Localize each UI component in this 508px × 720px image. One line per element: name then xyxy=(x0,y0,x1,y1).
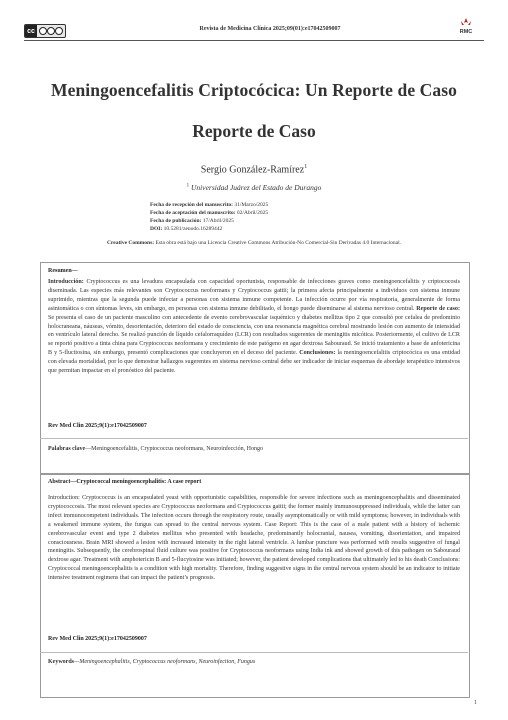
nd-icon xyxy=(55,27,63,35)
keywords xyxy=(48,659,255,665)
abstract-heading: Abstract—Cryptococcal meningoencephalitis: A case report xyxy=(48,479,202,485)
doi[interactable]: DOI: 10.5281/zenodo.16289442 xyxy=(150,226,223,232)
author-line xyxy=(40,164,468,175)
cc-badge-label: cc xyxy=(25,25,37,37)
page-number: 1 xyxy=(474,700,477,706)
license-notice xyxy=(20,240,488,246)
by-icon xyxy=(39,27,47,35)
article-title: Meningoencefalitis Criptocócica: Un Reporte de Caso xyxy=(50,80,458,100)
abstract-text: Introduction: Cryptococcus is an encapsulated yeast with opportunistic capabilities, responsible for severe infections such as meningoencephalitis and disseminated cryptococcosis. The most relevant species are Cryptococcus neoformans and Cryptococcus gattii; the former mainly immunosuppressed individuals, while the latter can infect immunocompetent individuals. The infection occurs through the respiratory route, usually asymptomatically or with mild symptoms; however, in individuals with a weakened immune system, the fungus can spread to the central nervous system. Case Report: This is the case of a male patient with a history of ischemic cerebrovascular event and type 2 diabetes mellitus who presented with headache, predominantly holocranial, nausea, vomiting, disorientation, and impaired consciousness. Brain MRI showed a lesion with increased intensity in the right lateral ventricle. A lumbar puncture was performed with results suggestive of fungal meningitis. Subsequently, the cerebrospinal fluid culture was positive for Cryptococcus neoformans using India ink and showed growth of this pathogen on Sabouraud dextrose agar. Treatment with amphotericin B and 5-flucytosine was initiated; however, the patient developed complications that ultimately led to his death Conclusions: Cryptococcal meningoencephalitis is a condition with high mortality. Therefore, finding suggestive signs in the central nervous system should be an indicator to initiate intensive treatment regimens that can impact the patient’s prognosis. xyxy=(48,495,460,582)
abstract-citation: Rev Med Clin 2025;9(1):e17042509007 xyxy=(48,636,147,642)
journal-logo-text: RMC xyxy=(459,29,473,35)
journal-header: Revista de Medicina Clínica 2025;09(01):e17042509007 xyxy=(199,26,341,32)
license-text: Esta obra está bajo una Licencia Creative Commons Atribución-No Comercial-Sin Derivadas 4.0 Internacional. xyxy=(155,240,402,246)
header-divider xyxy=(24,40,484,41)
resumen-divider xyxy=(40,438,468,439)
author-sup: 1 xyxy=(304,164,308,170)
affiliation xyxy=(40,183,468,192)
affiliation-text: Universidad Juárez del Estado de Durango xyxy=(191,183,322,192)
date-published: Fecha de publicación: 17/Abril/2025 xyxy=(150,218,234,224)
keywords-text: —Meningoencephalitis, Cryptococcus neoformans, Neuroinfection, Fungus xyxy=(74,659,256,665)
resumen-citation: Rev Med Clin 2025;9(1):e17042509007 xyxy=(48,423,147,429)
date-received: Fecha de recepción del manuscrito: 31/Marzo/2025 xyxy=(150,202,269,208)
author-name: Sergio González-Ramírez xyxy=(200,164,305,176)
keywords-label: Keywords xyxy=(48,659,74,665)
manuscript-dates xyxy=(150,201,360,233)
palabras-clave xyxy=(48,446,263,452)
article-type: Reporte de Caso xyxy=(192,121,316,141)
resumen-text: Introducción: Cryptococcus es una levadura encapsulada con capacidad oportunista, responsable de infecciones graves como meningoencefalitis y criptococosis diseminada. Las especies más relevantes son Cryptococcus neoformans y Cryptococcus gattii; la primera afecta principalmente a individuos con sistema inmune suprimido, mientras que la segunda puede infectar a personas con sistema inmune competente. La infección ocurre por vía respiratoria, generalmente de forma asintomática o con síntomas leves, sin embargo, en personas con sistema inmune debilitado, el hongo puede diseminarse al sistema nervioso central. Reporte de caso: Se presenta el caso de un paciente masculino con antecedente de evento cerebrovascular isquémico y diabetes mellitus tipo 2 que consultó por cefalea de predominio holocraneana, náuseas, vómito, desorientación, deterioro del estado de consciencia, con una resonancia magnética cerebral mostrando lesión con aumento de intensidad en ventrículo lateral derecho. Se realizó punción de líquido cefalorraquídeo (LCR) con resultados sugerentes de meningitis micótica. Posteriormente, el cultivo de LCR se reportó positivo a tinta china para Cryptococcus neoformans y crecimiento de este patógeno en agar dextrosa Sabouraud. Se inició tratamiento a base de anfotericina B y 5-flucitosina, sin embargo, presentó complicaciones que concluyeron en el deceso del paciente. Conclusiones: la meningoencefalitis criptocócica es una entidad con elevada mortalidad, por lo que demostrar hallazgos sugerentes en sistema nervioso central debe ser indicador de iniciar esquemas de abordaje terapéutico intensivos que permitan impactar en el pronóstico del paciente. xyxy=(48,279,460,375)
cc-license-badge[interactable] xyxy=(24,24,66,38)
journal-logo xyxy=(455,16,477,38)
nc-icon xyxy=(47,27,55,35)
palabras-clave-label: Palabras clave xyxy=(48,446,86,452)
affiliation-sup: 1 xyxy=(186,183,190,189)
license-label: Creative Commons: xyxy=(106,240,155,246)
resumen-heading: Resumen— xyxy=(48,268,78,274)
palabras-clave-text: —Meningoencefalitis, Cryptococcus neoformans, Neuroinfección, Hongo xyxy=(85,446,263,452)
date-accepted: Fecha de aceptación del manuscrito: 02/Abril/2025 xyxy=(150,210,269,216)
abstract-divider xyxy=(40,652,468,653)
